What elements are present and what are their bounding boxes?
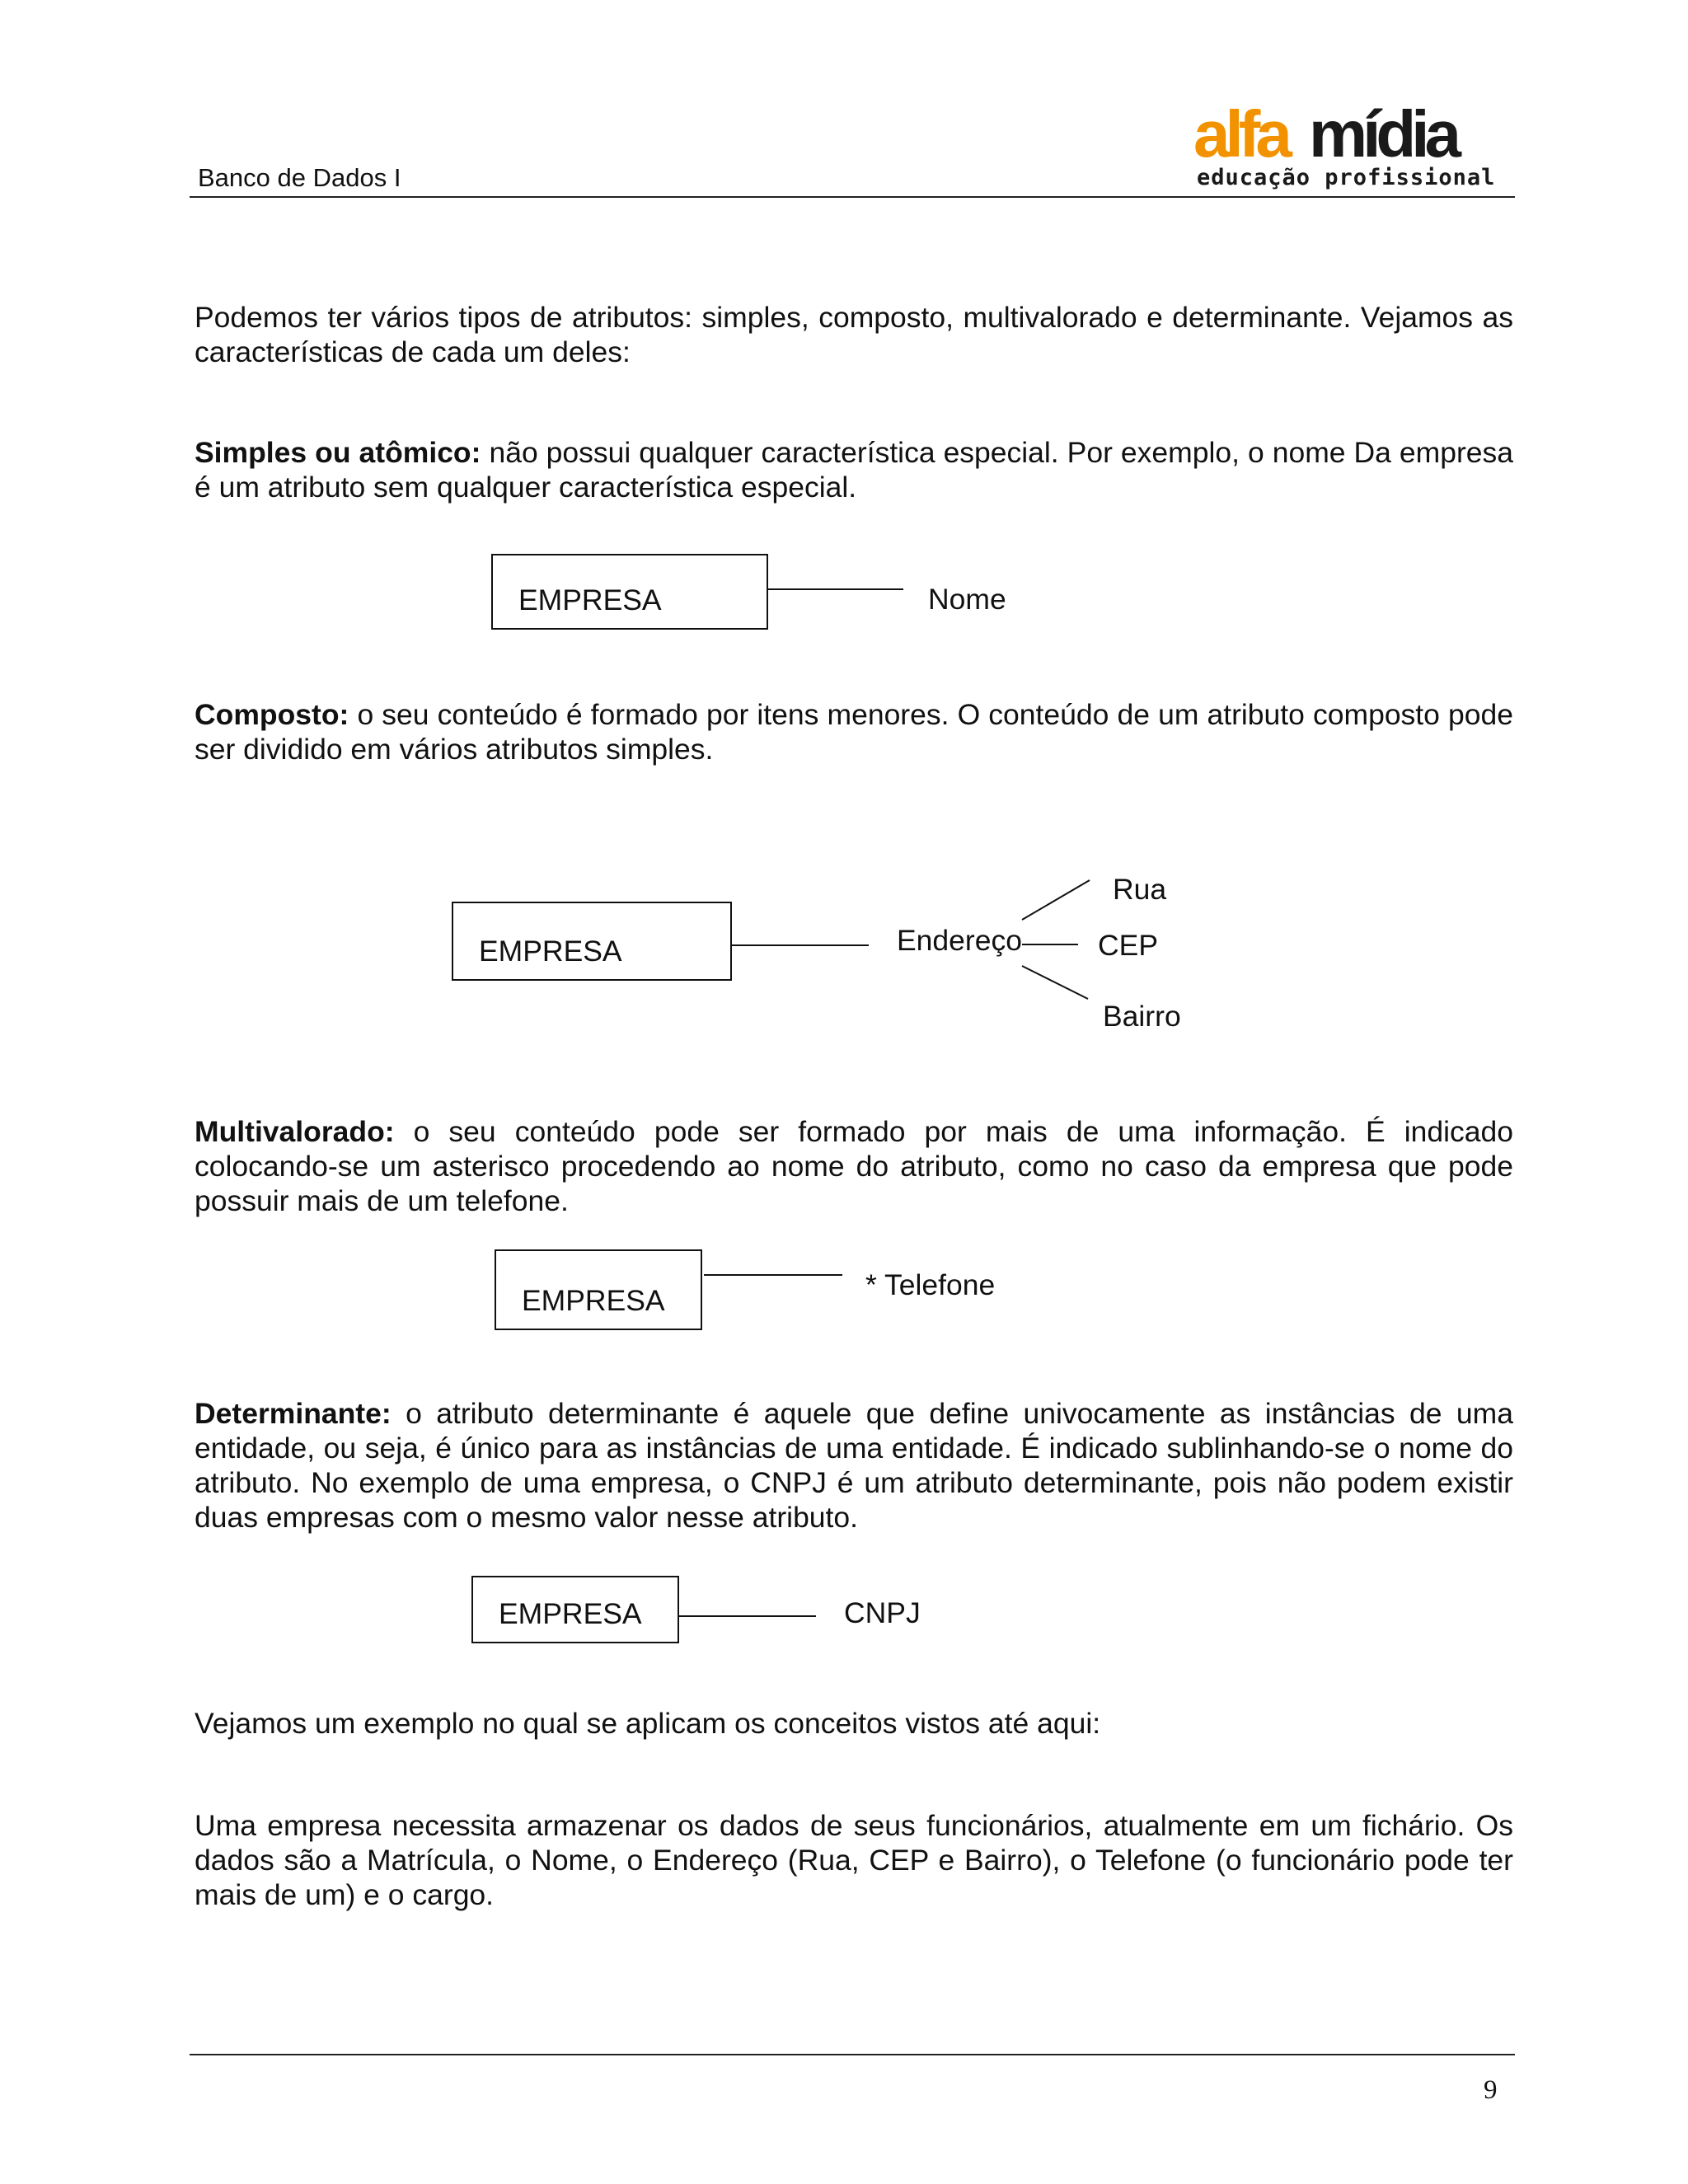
determinant-connector <box>679 1615 816 1617</box>
multivalued-attribute: * Telefone <box>865 1268 996 1301</box>
composite-text: o seu conteúdo é formado por itens menores. O conteúdo de um atributo composto pode ser dividido em vários atributos simples. <box>195 698 1513 766</box>
composite-entity-label: EMPRESA <box>479 934 622 968</box>
determinant-paragraph <box>195 1396 1513 1535</box>
branch-to-bairro <box>1022 966 1088 999</box>
branch-to-rua <box>1022 880 1090 920</box>
determinant-text: o atributo determinante é aquele que define univocamente as instâncias de uma entidade, ou seja, é único para as instâncias de uma entidade. É indicado sublinhando-se o nome do atributo. No exemplo de uma empresa, o CNPJ é um atributo determinante, pois não podem existir duas empresas com o mesmo valor nesse atributo. <box>195 1397 1513 1534</box>
multivalued-text: o seu conteúdo pode ser formado por mais de uma informação. É indicado colocando-se um asterisco procedendo ao nome do atributo, como no caso da empresa que pode possuir mais de um telefone. <box>195 1115 1513 1217</box>
multivalued-entity-box <box>495 1249 702 1330</box>
determinant-entity-box <box>471 1576 679 1643</box>
composite-entity-box <box>452 902 732 981</box>
page-number: 9 <box>1484 2075 1498 2105</box>
composite-paragraph <box>195 697 1513 766</box>
composite-connector <box>732 944 869 946</box>
simple-entity-box <box>491 554 768 630</box>
composite-attribute: Endereço <box>897 924 1022 957</box>
logo-part1: alfa <box>1193 97 1287 171</box>
multivalued-term: Multivalorado: <box>195 1115 395 1148</box>
header-divider <box>190 196 1515 198</box>
intro-paragraph: Podemos ter vários tipos de atributos: simples, composto, multivalorado e determinante. Vejamos as características de cada um deles: <box>195 301 1513 368</box>
simple-attribute: Nome <box>928 583 1006 616</box>
composite-part-cep: CEP <box>1098 929 1158 962</box>
alfamidia-logo <box>1187 92 1517 191</box>
composite-part-bairro: Bairro <box>1103 1000 1181 1033</box>
example-paragraph: Uma empresa necessita armazenar os dados de seus funcionários, atualmente em um fichário. Os dados são a Matrícula, o Nome, o Endereço (Rua, CEP e Bairro), o Telefone (o funcionário pode ter mais de um) e o cargo. <box>195 1809 1513 1911</box>
simple-paragraph <box>195 435 1513 504</box>
simple-term: Simples ou atômico: <box>195 436 481 469</box>
logo-part2: mídia <box>1309 97 1456 171</box>
simple-entity-label: EMPRESA <box>518 583 662 616</box>
footer-divider <box>190 2054 1515 2055</box>
determinant-entity-label: EMPRESA <box>499 1596 642 1630</box>
example-intro-paragraph: Vejamos um exemplo no qual se aplicam os conceitos vistos até aqui: <box>195 1707 1101 1740</box>
simple-text: não possui qualquer característica especial. Por exemplo, o nome Da empresa é um atributo sem qualquer característica especial. <box>195 436 1514 504</box>
multivalued-paragraph <box>195 1114 1513 1218</box>
determinant-attribute: CNPJ <box>844 1596 921 1629</box>
composite-term: Composto: <box>195 698 349 731</box>
composite-part-rua: Rua <box>1113 873 1167 906</box>
multivalued-entity-label: EMPRESA <box>522 1283 665 1317</box>
header-title: Banco de Dados I <box>198 163 401 192</box>
multivalued-connector <box>704 1274 842 1276</box>
simple-connector <box>768 588 903 590</box>
determinant-term: Determinante: <box>195 1397 392 1430</box>
logo-tagline: educação profissional <box>1197 165 1496 190</box>
